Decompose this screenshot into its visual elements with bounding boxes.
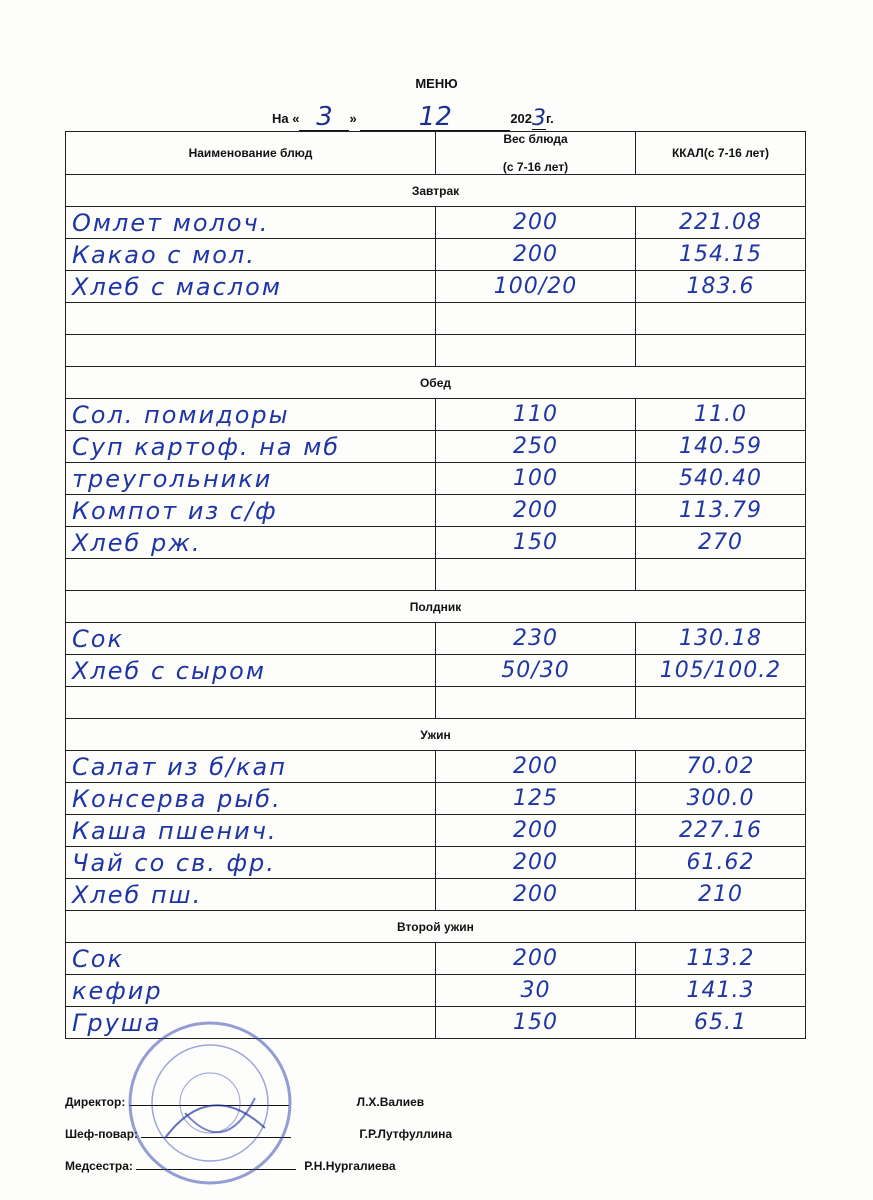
cell-weight: 200 — [436, 943, 636, 975]
cell-name: Сол. помидоры — [66, 399, 436, 431]
section-title: Второй ужин — [66, 911, 806, 943]
cell-name: Какао с мол. — [66, 239, 436, 271]
cell-name: кефир — [66, 975, 436, 1007]
cell-weight: 200 — [436, 207, 636, 239]
date-year-digit: 3 — [532, 106, 547, 131]
cell-kcal: 65.1 — [636, 1007, 806, 1039]
section-row — [66, 367, 806, 399]
date-suffix: г. — [546, 111, 554, 126]
section-title: Полдник — [66, 591, 806, 623]
cell-name — [66, 559, 436, 591]
table-row — [66, 495, 806, 527]
cell-weight: 110 — [436, 399, 636, 431]
cell-kcal: 11.0 — [636, 399, 806, 431]
table-row — [66, 335, 806, 367]
cell-name: Хлеб рж. — [66, 527, 436, 559]
cell-weight: 50/30 — [436, 655, 636, 687]
table-row — [66, 463, 806, 495]
header-kcal: ККАЛ(с 7-16 лет) — [636, 132, 806, 175]
table-row — [66, 239, 806, 271]
cell-kcal: 70.02 — [636, 751, 806, 783]
cell-kcal — [636, 687, 806, 719]
cell-kcal: 61.62 — [636, 847, 806, 879]
cell-name: Суп картоф. на мб — [66, 431, 436, 463]
cell-kcal — [636, 559, 806, 591]
cell-name: Хлеб с маслом — [66, 271, 436, 303]
cell-kcal: 540.40 — [636, 463, 806, 495]
cell-kcal: 113.79 — [636, 495, 806, 527]
section-title: Завтрак — [66, 175, 806, 207]
cell-name: Компот из с/ф — [66, 495, 436, 527]
section-row — [66, 719, 806, 751]
cell-kcal: 154.15 — [636, 239, 806, 271]
cell-name: Чай со св. фр. — [66, 847, 436, 879]
cell-weight — [436, 303, 636, 335]
cell-name: Омлет молоч. — [66, 207, 436, 239]
cell-name: Хлеб с сыром — [66, 655, 436, 687]
cell-weight: 200 — [436, 815, 636, 847]
cell-kcal: 141.3 — [636, 975, 806, 1007]
cell-kcal: 113.2 — [636, 943, 806, 975]
cell-name: Сок — [66, 623, 436, 655]
cell-kcal: 227.16 — [636, 815, 806, 847]
table-row — [66, 751, 806, 783]
cell-weight: 200 — [436, 879, 636, 911]
cell-weight — [436, 687, 636, 719]
table-header — [66, 132, 806, 175]
cell-kcal: 300.0 — [636, 783, 806, 815]
section-title: Обед — [66, 367, 806, 399]
table-row — [66, 559, 806, 591]
cell-kcal: 210 — [636, 879, 806, 911]
cell-kcal: 130.18 — [636, 623, 806, 655]
signature-chef: Шеф-повар: Г.Р.Лутфуллина — [65, 1127, 453, 1141]
table-row — [66, 655, 806, 687]
document-title: МЕНЮ — [415, 76, 458, 91]
table-row — [66, 271, 806, 303]
cell-name: Груша — [66, 1007, 436, 1039]
table-row — [66, 399, 806, 431]
cell-name: Сок — [66, 943, 436, 975]
menu-table — [65, 131, 806, 1039]
cell-weight: 200 — [436, 847, 636, 879]
table-row — [66, 431, 806, 463]
cell-kcal: 183.6 — [636, 271, 806, 303]
cell-weight — [436, 559, 636, 591]
date-day: 3 — [299, 100, 349, 131]
cell-weight: 100 — [436, 463, 636, 495]
table-row — [66, 527, 806, 559]
section-row — [66, 591, 806, 623]
cell-weight — [436, 335, 636, 367]
cell-name — [66, 303, 436, 335]
table-row — [66, 687, 806, 719]
signature-director: Директор: Л.Х.Валиев — [65, 1095, 425, 1109]
date-line — [272, 100, 554, 131]
section-row — [66, 175, 806, 207]
cell-kcal: 270 — [636, 527, 806, 559]
cell-name: Салат из б/кап — [66, 751, 436, 783]
cell-name: Хлеб пш. — [66, 879, 436, 911]
cell-kcal: 221.08 — [636, 207, 806, 239]
signature-nurse: Медсестра: Р.Н.Нургалиева — [65, 1159, 396, 1173]
cell-weight: 200 — [436, 239, 636, 271]
header-name: Наименование блюд — [66, 132, 436, 175]
table-row — [66, 303, 806, 335]
cell-name — [66, 687, 436, 719]
date-sep: » — [349, 111, 357, 126]
cell-weight: 250 — [436, 431, 636, 463]
table-row — [66, 847, 806, 879]
section-row — [66, 911, 806, 943]
section-title: Ужин — [66, 719, 806, 751]
header-weight: Вес блюда (с 7-16 лет) — [436, 132, 636, 175]
cell-kcal: 105/100.2 — [636, 655, 806, 687]
date-year-prefix: 202 — [510, 111, 533, 126]
cell-name: треугольники — [66, 463, 436, 495]
cell-weight: 150 — [436, 527, 636, 559]
date-month: 12 — [360, 100, 510, 131]
table-row — [66, 623, 806, 655]
cell-weight: 230 — [436, 623, 636, 655]
cell-weight: 100/20 — [436, 271, 636, 303]
date-prefix: На « — [272, 111, 300, 126]
cell-kcal — [636, 303, 806, 335]
cell-name — [66, 335, 436, 367]
table-row — [66, 207, 806, 239]
cell-weight: 30 — [436, 975, 636, 1007]
cell-weight: 150 — [436, 1007, 636, 1039]
table-row — [66, 783, 806, 815]
table-row — [66, 943, 806, 975]
table-row — [66, 975, 806, 1007]
cell-name: Каша пшенич. — [66, 815, 436, 847]
table-row — [66, 879, 806, 911]
cell-weight: 125 — [436, 783, 636, 815]
cell-kcal: 140.59 — [636, 431, 806, 463]
official-stamp-icon — [125, 1018, 295, 1188]
table-row — [66, 815, 806, 847]
cell-weight: 200 — [436, 751, 636, 783]
cell-kcal — [636, 335, 806, 367]
cell-weight: 200 — [436, 495, 636, 527]
cell-name: Консерва рыб. — [66, 783, 436, 815]
